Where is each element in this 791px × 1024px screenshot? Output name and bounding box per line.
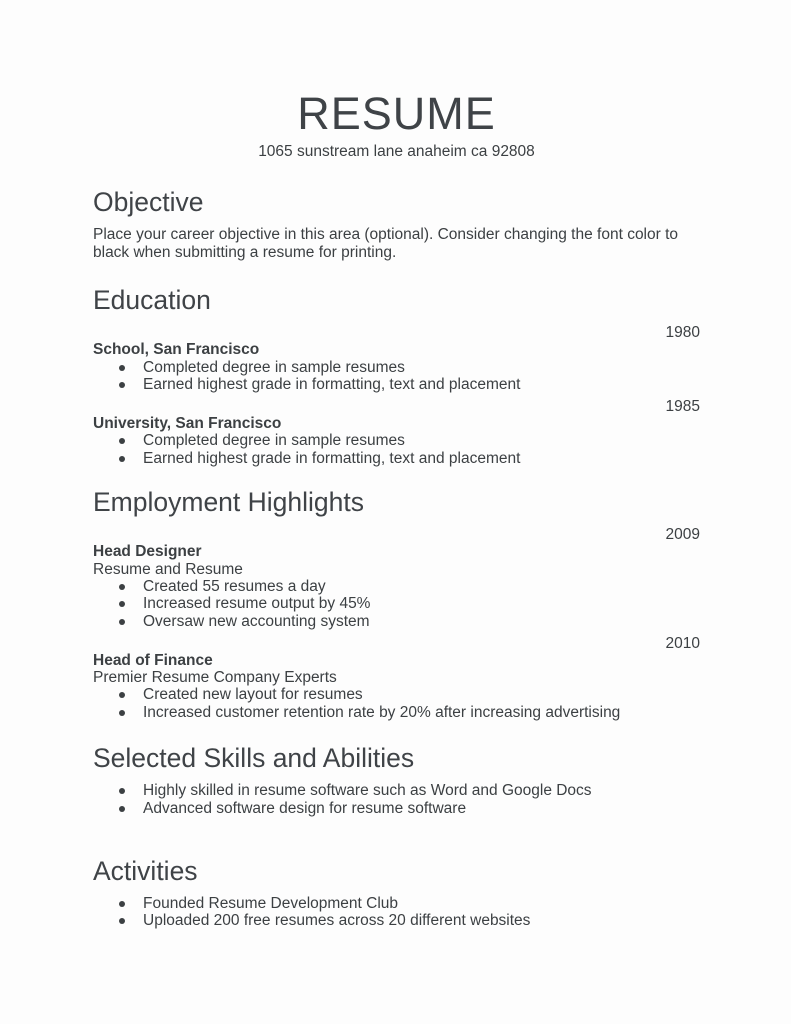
resume-header	[93, 90, 700, 161]
bullet-item: Highly skilled in resume software such as Word and Google Docs	[93, 782, 700, 800]
bullet-item: Uploaded 200 free resumes across 20 different websites	[93, 912, 700, 930]
address-line: 1065 sunstream lane anaheim ca 92808	[258, 143, 535, 160]
section-employment-highlights	[93, 487, 700, 721]
section-objective	[93, 187, 700, 262]
entry-date: 1985	[665, 397, 700, 415]
employment-entry-head-of-finance	[93, 635, 700, 722]
section-activities	[93, 856, 700, 930]
bullet-list	[93, 578, 700, 631]
objective-heading: Objective	[93, 187, 204, 217]
employment-entry-head-designer	[93, 526, 700, 630]
entry-title: Head Designer	[93, 543, 202, 561]
bullet-item: Increased customer retention rate by 20% after increasing advertising	[93, 704, 700, 722]
bullet-item: Earned highest grade in formatting, text and placement	[93, 376, 700, 394]
bullet-list	[93, 432, 700, 467]
bullet-item: Created 55 resumes a day	[93, 578, 700, 596]
objective-text: Place your career objective in this area (optional). Consider changing the font color to black when submitting a resume for printing.	[93, 226, 679, 261]
bullet-item: Created new layout for resumes	[93, 686, 700, 704]
bullet-item: Completed degree in sample resumes	[93, 359, 700, 377]
resume-title: RESUME	[297, 88, 496, 139]
section-skills	[93, 743, 700, 817]
bullet-item: Increased resume output by 45%	[93, 595, 700, 613]
entry-date: 2009	[665, 526, 700, 544]
entry-date: 1980	[665, 324, 700, 341]
activities-heading: Activities	[93, 855, 198, 886]
education-heading: Education	[93, 285, 211, 315]
education-entry-university	[93, 398, 700, 468]
employment-heading: Employment Highlights	[93, 487, 365, 518]
bullet-list	[93, 359, 700, 394]
bullet-item: Completed degree in sample resumes	[93, 432, 700, 450]
bullet-item: Earned highest grade in formatting, text and placement	[93, 450, 700, 468]
section-education	[93, 285, 700, 467]
entry-date: 2010	[665, 634, 700, 652]
entry-title: University, San Francisco	[93, 414, 282, 432]
education-entry-school	[93, 324, 700, 394]
entry-title: Head of Finance	[93, 651, 213, 669]
bullet-item: Founded Resume Development Club	[93, 895, 700, 913]
entry-title: School, San Francisco	[93, 341, 260, 358]
bullet-list	[93, 686, 700, 721]
entry-organization: Premier Resume Company Experts	[93, 669, 337, 687]
bullet-item: Advanced software design for resume software	[93, 800, 700, 818]
bullet-list	[93, 782, 700, 817]
skills-heading: Selected Skills and Abilities	[93, 743, 415, 774]
entry-organization: Resume and Resume	[93, 560, 243, 578]
bullet-item: Oversaw new accounting system	[93, 613, 700, 631]
bullet-list	[93, 895, 700, 930]
